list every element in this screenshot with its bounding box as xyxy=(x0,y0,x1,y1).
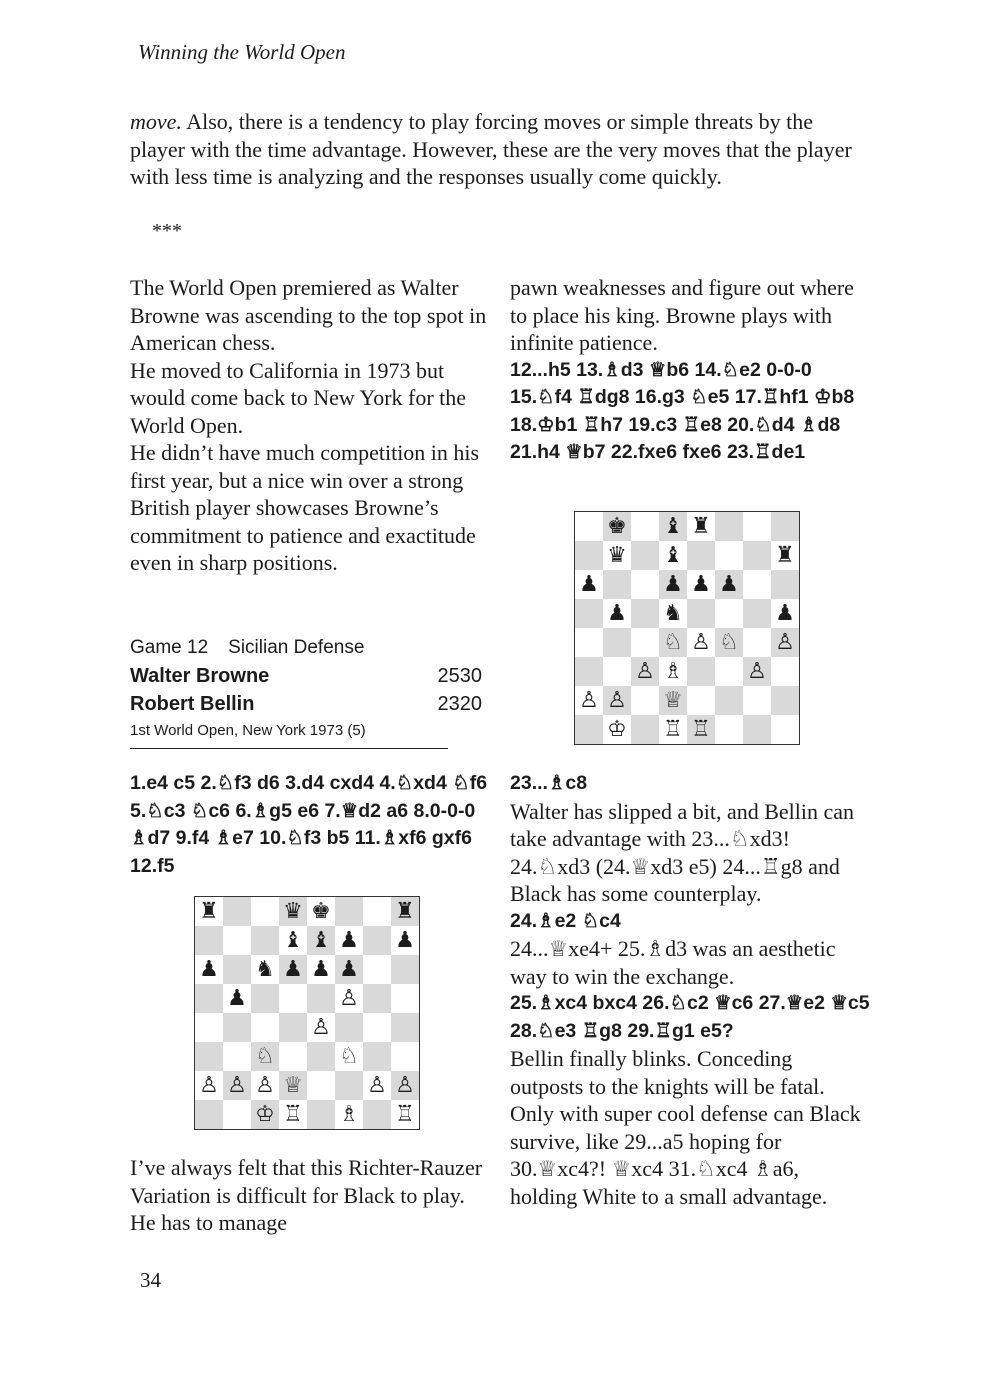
square-c4 xyxy=(631,628,659,657)
square-f2 xyxy=(715,686,743,715)
square-b3 xyxy=(603,657,631,686)
square-g7 xyxy=(743,541,771,570)
square-h6 xyxy=(771,570,799,599)
square-d8: ♝ xyxy=(659,512,687,541)
square-d2: ♕ xyxy=(279,1071,307,1100)
square-c1: ♔ xyxy=(251,1100,279,1129)
white-rating: 2530 xyxy=(437,665,482,687)
left-para-3: He didn’t have much competition in his first year, but a nice win over a strong British player showcases Browne’s commitment to patience and exactitude even in sharp positions. xyxy=(130,440,480,575)
white-player: Walter Browne xyxy=(130,665,270,687)
page-number: 34 xyxy=(140,1268,161,1292)
square-h6 xyxy=(391,955,419,984)
square-g1 xyxy=(363,1100,391,1129)
intro-paragraph xyxy=(130,108,860,191)
square-f7: ♟ xyxy=(335,926,363,955)
square-a3 xyxy=(195,1042,223,1071)
opening-moves: 1.e4 c5 2.♘f3 d6 3.d4 cxd4 4.♘xd4 ♘f6 5.♘c3 ♘c6 6.♗g5 e6 7.♕d2 a6 8.0-0-0 ♗d7 9.f4 ♗e7 10.♘f3 b5 11.♗xf6 gxf6 12.f5 xyxy=(130,772,488,877)
square-a6: ♟ xyxy=(575,570,603,599)
square-g7 xyxy=(363,926,391,955)
square-c1 xyxy=(631,715,659,744)
square-e5 xyxy=(307,984,335,1013)
square-c6 xyxy=(631,570,659,599)
square-e4: ♙ xyxy=(307,1013,335,1042)
square-d7: ♝ xyxy=(659,541,687,570)
square-h5: ♟ xyxy=(771,599,799,628)
divider-rule xyxy=(130,748,448,749)
right-para-2: Walter has slipped a bit, and Bellin can take advantage with 23...♘xd3! 24.♘xd3 (24.♕xd3 e5) 24...♖g8 and Black has some counterplay. xyxy=(510,798,855,906)
square-d3 xyxy=(279,1042,307,1071)
square-g6 xyxy=(363,955,391,984)
square-e8: ♚ xyxy=(307,897,335,926)
square-g2 xyxy=(743,686,771,715)
square-d6: ♟ xyxy=(279,955,307,984)
square-d8: ♛ xyxy=(279,897,307,926)
square-h5 xyxy=(391,984,419,1013)
square-f5 xyxy=(715,599,743,628)
square-a8 xyxy=(575,512,603,541)
square-b6 xyxy=(223,955,251,984)
right-column-bottom xyxy=(510,770,870,1210)
square-h1: ♖ xyxy=(391,1100,419,1129)
square-f6: ♟ xyxy=(335,955,363,984)
square-h4 xyxy=(391,1013,419,1042)
square-b2: ♙ xyxy=(603,686,631,715)
left-column-intro xyxy=(130,274,490,577)
square-g3: ♙ xyxy=(743,657,771,686)
square-h2: ♙ xyxy=(391,1071,419,1100)
square-f4 xyxy=(335,1013,363,1042)
square-f4: ♘ xyxy=(715,628,743,657)
square-b4 xyxy=(223,1013,251,1042)
square-d4 xyxy=(279,1013,307,1042)
square-e8: ♜ xyxy=(687,512,715,541)
left-para-1: The World Open premiered as Walter Browne was ascending to the top spot in American chess. xyxy=(130,275,487,355)
square-h1 xyxy=(771,715,799,744)
section-separator: *** xyxy=(152,220,182,242)
square-e6: ♟ xyxy=(307,955,335,984)
square-e6: ♟ xyxy=(687,570,715,599)
square-f8 xyxy=(335,897,363,926)
square-c5 xyxy=(251,984,279,1013)
square-c2: ♙ xyxy=(251,1071,279,1100)
square-b7: ♛ xyxy=(603,541,631,570)
square-b1: ♔ xyxy=(603,715,631,744)
moves-25-29: 25.♗xc4 bxc4 26.♘c2 ♕c6 27.♕e2 ♕c5 28.♘e3 ♖g8 29.♖g1 e5? xyxy=(510,992,870,1042)
square-h8 xyxy=(771,512,799,541)
square-c2 xyxy=(631,686,659,715)
square-f2 xyxy=(335,1071,363,1100)
square-d7: ♝ xyxy=(279,926,307,955)
square-h2 xyxy=(771,686,799,715)
game-opening: Sicilian Defense xyxy=(228,637,365,658)
square-c3: ♙ xyxy=(631,657,659,686)
game-header xyxy=(130,634,482,744)
square-f3 xyxy=(715,657,743,686)
square-e3 xyxy=(307,1042,335,1071)
square-d6: ♟ xyxy=(659,570,687,599)
square-a1 xyxy=(195,1100,223,1129)
move-23: 23...♗c8 xyxy=(510,772,588,794)
square-e2 xyxy=(687,686,715,715)
square-f3: ♘ xyxy=(335,1042,363,1071)
intro-lead: move. xyxy=(130,109,182,134)
black-rating: 2320 xyxy=(437,693,482,715)
square-g3 xyxy=(363,1042,391,1071)
square-b3 xyxy=(223,1042,251,1071)
square-c5 xyxy=(631,599,659,628)
right-para-3: 24...♕xe4+ 25.♗d3 was an aesthetic way to win the exchange. xyxy=(510,936,836,989)
square-b8: ♚ xyxy=(603,512,631,541)
square-d1: ♖ xyxy=(279,1100,307,1129)
square-a5 xyxy=(575,599,603,628)
left-para-4: I’ve always felt that this Richter-Rauzer Variation is difficult for Black to play. He has to manage xyxy=(130,1155,483,1235)
square-f8 xyxy=(715,512,743,541)
square-e7 xyxy=(687,541,715,570)
square-h3 xyxy=(391,1042,419,1071)
square-d5: ♞ xyxy=(659,599,687,628)
square-b1 xyxy=(223,1100,251,1129)
square-g1 xyxy=(743,715,771,744)
square-b5: ♟ xyxy=(223,984,251,1013)
game-event: 1st World Open, New York 1973 (5) xyxy=(130,722,366,739)
square-d2: ♕ xyxy=(659,686,687,715)
running-header: Winning the World Open xyxy=(138,40,346,64)
square-h3 xyxy=(771,657,799,686)
right-para-1: pawn weaknesses and figure out where to place his king. Browne plays with infinite patience. xyxy=(510,275,854,355)
square-d3: ♗ xyxy=(659,657,687,686)
square-g8 xyxy=(743,512,771,541)
middlegame-moves: 12...h5 13.♗d3 ♕b6 14.♘e2 0-0-0 15.♘f4 ♖dg8 16.g3 ♘e5 17.♖hf1 ♔b8 18.♔b1 ♖h7 19.c3 ♖e8 20.♘d4 ♗d8 21.h4 ♕b7 22.fxe6 fxe6 23.♖de1 xyxy=(510,358,855,463)
chess-diagram-1 xyxy=(194,896,420,1130)
left-para-2: He moved to California in 1973 but would come back to New York for the World Open. xyxy=(130,357,467,438)
square-g4 xyxy=(363,1013,391,1042)
square-g2: ♙ xyxy=(363,1071,391,1100)
square-c7 xyxy=(631,541,659,570)
square-b2: ♙ xyxy=(223,1071,251,1100)
square-g5 xyxy=(363,984,391,1013)
chess-diagram-2 xyxy=(574,511,800,745)
square-c6: ♞ xyxy=(251,955,279,984)
square-g6 xyxy=(743,570,771,599)
square-a6: ♟ xyxy=(195,955,223,984)
square-f1 xyxy=(715,715,743,744)
square-d5 xyxy=(279,984,307,1013)
square-f6: ♟ xyxy=(715,570,743,599)
square-e1: ♖ xyxy=(687,715,715,744)
square-a2: ♙ xyxy=(195,1071,223,1100)
move-24: 24.♗e2 ♘c4 xyxy=(510,909,621,932)
square-h7: ♟ xyxy=(391,926,419,955)
square-b4 xyxy=(603,628,631,657)
square-e1 xyxy=(307,1100,335,1129)
square-h7: ♜ xyxy=(771,541,799,570)
square-e4: ♙ xyxy=(687,628,715,657)
square-b7 xyxy=(223,926,251,955)
square-c8 xyxy=(251,897,279,926)
square-g5 xyxy=(743,599,771,628)
square-b6 xyxy=(603,570,631,599)
square-c8 xyxy=(631,512,659,541)
square-c7 xyxy=(251,926,279,955)
square-c4 xyxy=(251,1013,279,1042)
square-e5 xyxy=(687,599,715,628)
square-a4 xyxy=(195,1013,223,1042)
square-b8 xyxy=(223,897,251,926)
square-a8: ♜ xyxy=(195,897,223,926)
square-a7 xyxy=(195,926,223,955)
square-e7: ♝ xyxy=(307,926,335,955)
square-b5: ♟ xyxy=(603,599,631,628)
square-f7 xyxy=(715,541,743,570)
square-d4: ♘ xyxy=(659,628,687,657)
square-f5: ♙ xyxy=(335,984,363,1013)
square-a5 xyxy=(195,984,223,1013)
square-g8 xyxy=(363,897,391,926)
black-player: Robert Bellin xyxy=(130,693,255,715)
game-number: Game 12 xyxy=(130,637,209,658)
right-para-4: Bellin finally blinks. Conceding outposts to the knights will be fatal. Only with super cool defense can Black survive, like 29...a5 hoping for 30.♕xc4?! ♕xc4 31.♘xc4 ♗a6, holding White to a small advantage. xyxy=(510,1046,861,1209)
square-g4 xyxy=(743,628,771,657)
right-column-top xyxy=(510,274,870,467)
square-a1 xyxy=(575,715,603,744)
square-a4 xyxy=(575,628,603,657)
square-e3 xyxy=(687,657,715,686)
square-f1: ♗ xyxy=(335,1100,363,1129)
square-c3: ♘ xyxy=(251,1042,279,1071)
square-a3 xyxy=(575,657,603,686)
square-a7 xyxy=(575,541,603,570)
square-a2: ♙ xyxy=(575,686,603,715)
square-h4: ♙ xyxy=(771,628,799,657)
intro-text: Also, there is a tendency to play forcing moves or simple threats by the player with the time advantage. However, these are the very moves that the player with less time is analyzing and the responses usually come quickly. xyxy=(130,109,852,189)
square-d1: ♖ xyxy=(659,715,687,744)
square-h8: ♜ xyxy=(391,897,419,926)
square-e2 xyxy=(307,1071,335,1100)
